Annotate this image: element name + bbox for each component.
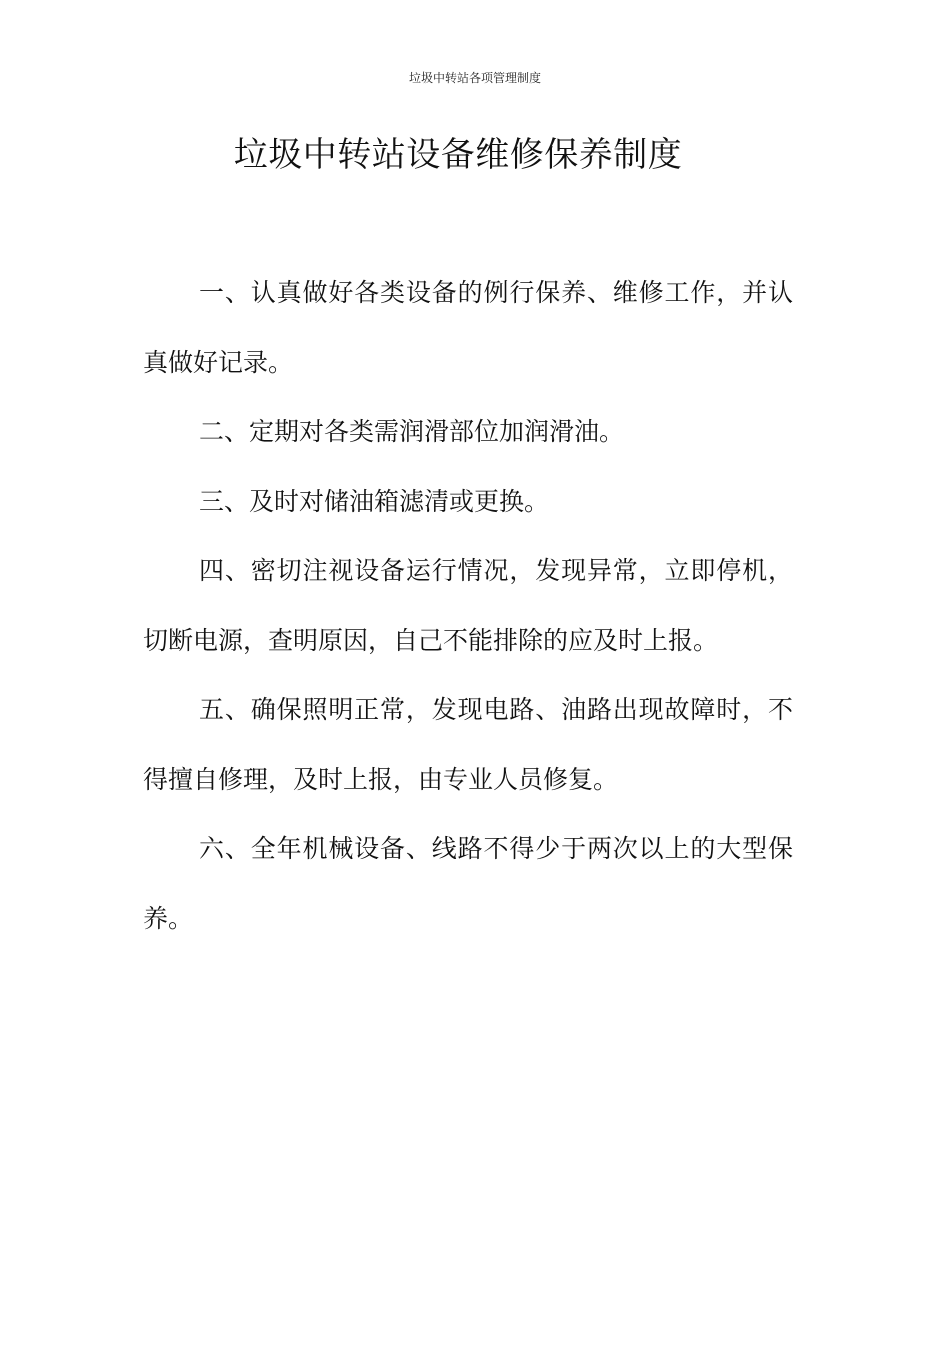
clause-4: 四、密切注视设备运行情况，发现异常，立即停机，切断电源，查明原因，自己不能排除的应及时上报。 [143, 556, 793, 655]
clause-3: 三、及时对储油箱滤清或更换。 [199, 486, 550, 516]
clause-1: 一、认真做好各类设备的例行保养、维修工作，并认真做好记录。 [143, 278, 793, 377]
clause-2: 二、定期对各类需润滑部位加润滑油。 [199, 417, 625, 446]
clause-6: 六、全年机械设备、线路不得少于两次以上的大型保养。 [143, 834, 793, 933]
clause-5: 五、确保照明正常，发现电路、油路出现故障时，不得擅自修理，及时上报，由专业人员修复。 [143, 695, 793, 794]
document-body [143, 258, 793, 953]
running-header: 垃圾中转站各项管理制度 [408, 71, 541, 85]
document-title: 垃圾中转站设备维修保养制度 [233, 135, 683, 175]
